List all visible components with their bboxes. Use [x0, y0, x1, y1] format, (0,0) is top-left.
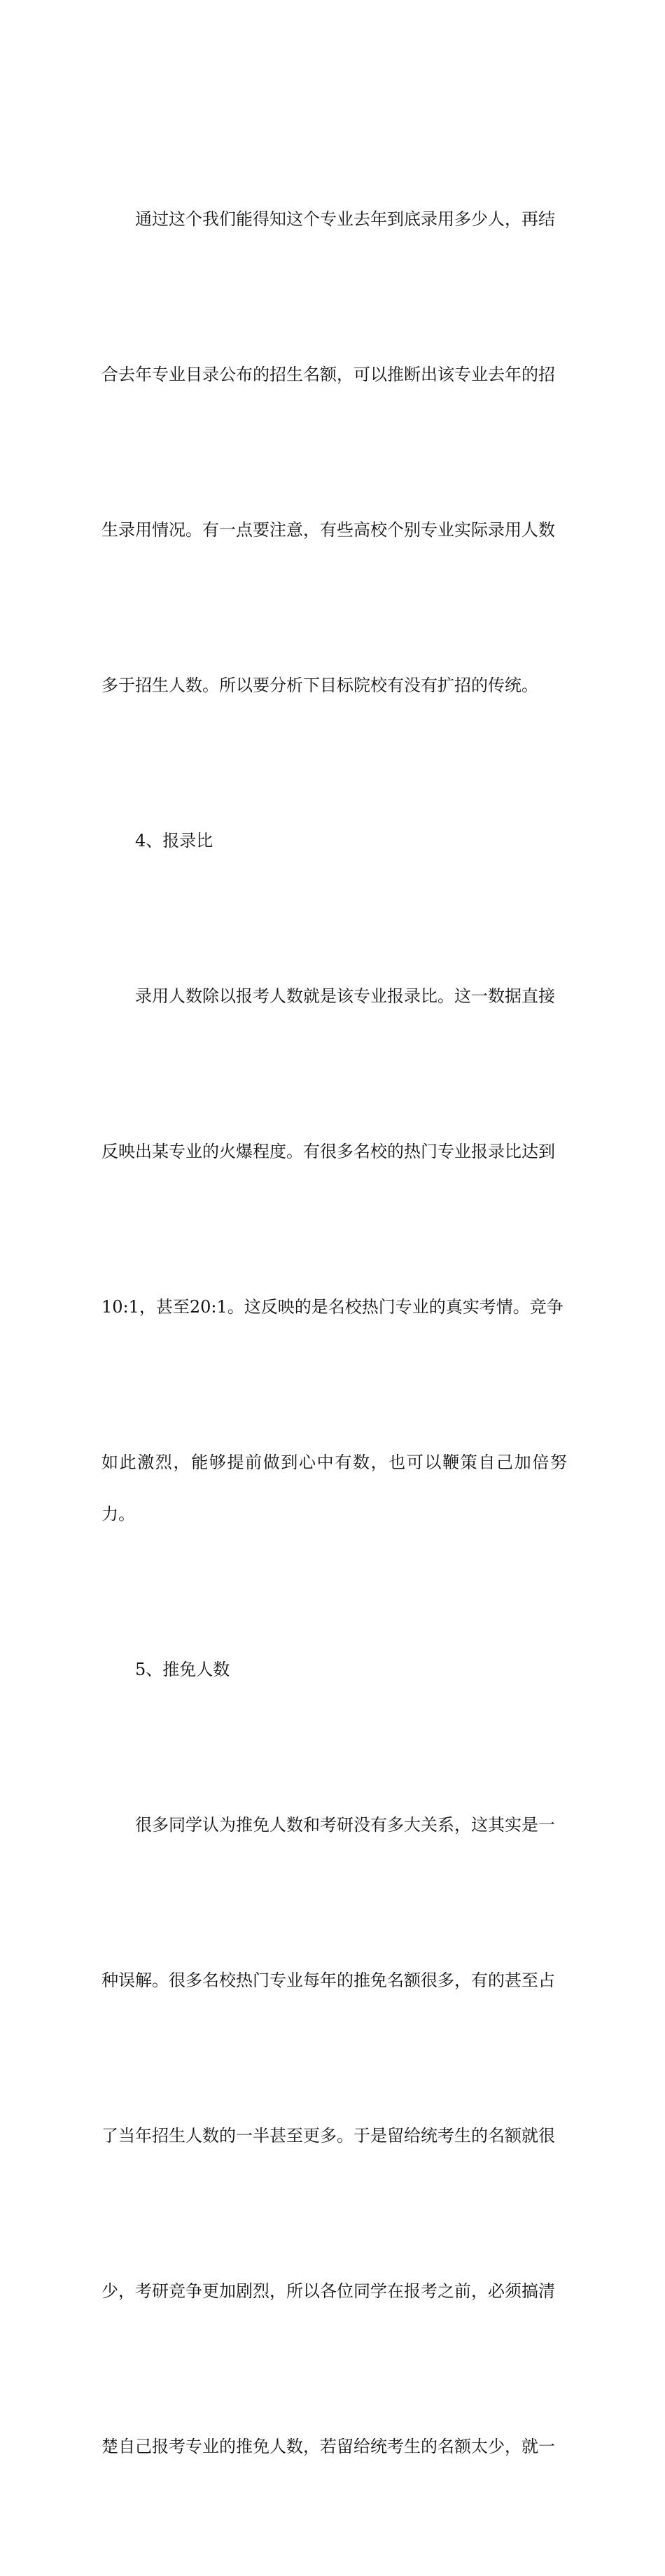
text-line: 少，考研竞争更加剧烈，所以各位同学在报考之前，必须搞清 [102, 2281, 555, 2301]
section-heading-admission-ratio: 4、报录比 [135, 831, 214, 850]
text-line: 通过这个我们能得知这个专业去年到底录用多少人，再结 [135, 209, 555, 229]
paragraph-recommendation-count [102, 1695, 567, 2576]
text-line: 合去年专业目录公布的招生名额，可以推断出该专业去年的招 [102, 365, 555, 384]
document-body [102, 90, 567, 2576]
text-line: 如此激烈，能够提前做到心中有数，也可以鞭策自己加倍努力。 [102, 1452, 567, 1524]
text-line: 了当年招生人数的一半甚至更多。于是留给统考生的名额就很 [102, 2126, 555, 2146]
text-line: 生录用情况。有一点要注意，有些高校个别专业实际录用人数 [102, 520, 555, 540]
text-line: 很多同学认为推免人数和考研没有多大关系，这其实是一 [135, 1815, 555, 1835]
text-line: 反映出某专业的火爆程度。有很多名校的热门专业报录比达到 [102, 1142, 555, 1161]
text-line: 多于招生人数。所以要分析下目标院校有没有扩招的传统。 [102, 676, 538, 695]
paragraph-admission-count [102, 90, 567, 815]
text-line: 楚自己报考专业的推免人数，若留给统考生的名额太少，就一 [102, 2437, 555, 2456]
text-line: 10:1，甚至20:1。这反映的是名校热门专业的真实考情。竞争 [102, 1297, 564, 1317]
text-line: 种误解。很多名校热门专业每年的推免名额很多，有的甚至占 [102, 1970, 555, 1990]
text-line: 录用人数除以报考人数就是该专业报录比。这一数据直接 [135, 986, 555, 1006]
section-heading-recommendation-count: 5、推免人数 [135, 1660, 230, 1679]
paragraph-admission-ratio [102, 867, 567, 1644]
